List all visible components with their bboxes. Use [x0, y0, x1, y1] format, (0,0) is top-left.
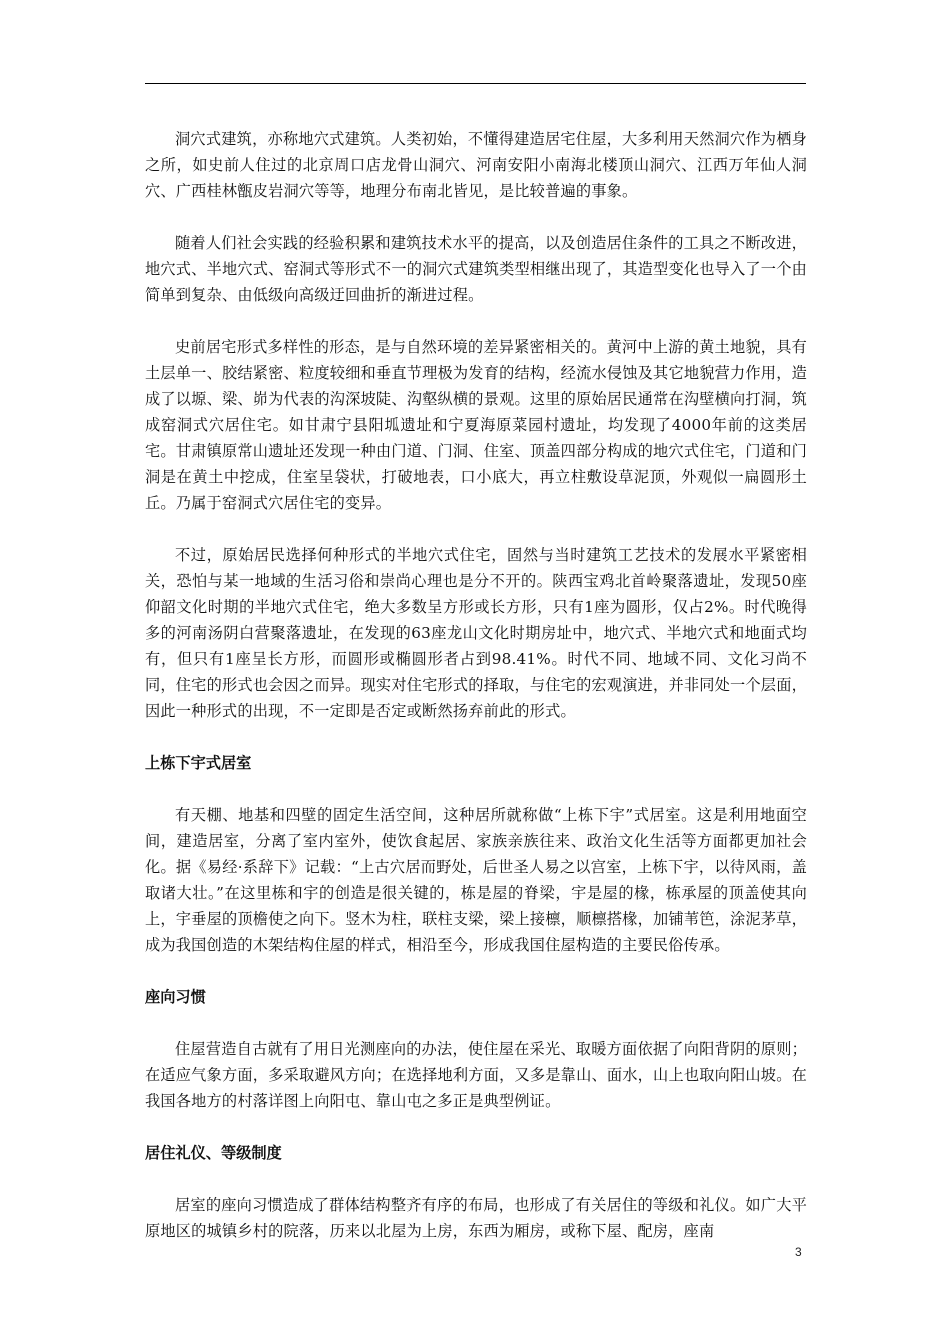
header-rule [145, 83, 806, 84]
paragraph-orientation: 住屋营造自古就有了用日光测座向的办法，使住屋在采光、取暖方面依据了向阳背阴的原则；在适应气象方面，多采取避风方向；在选择地利方面，又多是靠山、面水，山上也取向阳山坡。在我国各地方的村落详图上向阳屯、靠山屯之多正是典型例证。 [145, 1040, 807, 1110]
paragraph-gap [145, 516, 807, 542]
paragraph-dwelling-evolution: 随着人们社会实践的经验积累和建筑技术水平的提高，以及创造居住条件的工具之不断改进，地穴式、半地穴式、窑洞式等形式不一的洞穴式建筑类型相继出现了，其造型变化也导入了一个由简单到复杂、由低级向高级迂回曲折的渐进过程。 [145, 234, 807, 304]
section-heading-shangdong-xiayu: 上栋下宇式居室 [145, 754, 252, 772]
page-number: 3 [795, 1245, 802, 1259]
paragraph-gap [145, 958, 807, 984]
paragraph-etiquette: 居室的座向习惯造成了群体结构整齐有序的布局，也形成了有关居住的等级和礼仪。如广大平原地区的城镇乡村的院落，历来以北屋为上房，东西为厢房，或称下屋、配房，座南 [145, 1196, 807, 1240]
section-heading-etiquette: 居住礼仪、等级制度 [145, 1144, 282, 1162]
paragraph-gap [145, 1166, 807, 1192]
document-body [145, 126, 807, 1244]
paragraph-prehistoric-forms: 史前居宅形式多样性的形态，是与自然环境的差异紧密相关的。黄河中上游的黄土地貌，具有土层单一、胶结紧密、粒度较细和垂直节理极为发育的结构，经流水侵蚀及其它地貌营力作用，造成了以塬、梁、峁为代表的沟深坡陡、沟壑纵横的景观。这里的原始居民通常在沟壁横向打洞，筑成窑洞式穴居住宅。如甘肃宁县阳坬遗址和宁夏海原菜园村遗址，均发现了4000年前的这类居宅。甘肃镇原常山遗址还发现一种由门道、门洞、住室、顶盖四部分构成的地穴式住宅，门道和门洞是在黄土中挖成，住室呈袋状，打破地表，口小底大，再立柱敷设草泥顶，外观似一扁圆形土丘。乃属于窑洞式穴居住宅的变异。 [145, 338, 807, 512]
paragraph-gap [145, 308, 807, 334]
paragraph-gap [145, 1114, 807, 1140]
paragraph-gap [145, 204, 807, 230]
paragraph-shangdong-xiayu: 有天棚、地基和四壁的固定生活空间，这种居所就称做“上栋下宇”式居室。这是利用地面空间，建造居室，分离了室内室外，使饮食起居、家族亲族往来、政治文化生活等方面都更加社会化。据《易经·系辞下》记载：“上古穴居而野处，后世圣人易之以宫室，上栋下宇，以待风雨，盖取诸大壮。”在这里栋和宇的创造是很关键的，栋是屋的脊梁，宇是屋的椽，栋承屋的顶盖使其向上，宇垂屋的顶檐使之向下。竖木为柱，联柱支梁，梁上接檩，顺檩搭椽，加铺苇笆，涂泥茅草，成为我国创造的木架结构住屋的样式，相沿至今，形成我国住屋构造的主要民俗传承。 [145, 806, 807, 954]
paragraph-gap [145, 724, 807, 750]
paragraph-gap [145, 1010, 807, 1036]
section-heading-orientation: 座向习惯 [145, 988, 206, 1006]
paragraph-gap [145, 776, 807, 802]
paragraph-cave-dwelling: 洞穴式建筑，亦称地穴式建筑。人类初始，不懂得建造居宅住屋，大多利用天然洞穴作为栖身之所，如史前人住过的北京周口店龙骨山洞穴、河南安阳小南海北楼顶山洞穴、江西万年仙人洞穴、广西桂林甑皮岩洞穴等等，地理分布南北皆见，是比较普遍的事象。 [145, 130, 807, 200]
paragraph-semi-subterranean: 不过，原始居民选择何种形式的半地穴式住宅，固然与当时建筑工艺技术的发展水平紧密相关，恐怕与某一地域的生活习俗和崇尚心理也是分不开的。陕西宝鸡北首岭聚落遗址，发现50座仰韶文化时期的半地穴式住宅，绝大多数呈方形或长方形，只有1座为圆形，仅占2%。时代晚得多的河南汤阴白营聚落遗址，在发现的63座龙山文化时期房址中，地穴式、半地穴式和地面式均有，但只有1座呈长方形，而圆形或椭圆形者占到98.41%。时代不同、地域不同、文化习尚不同，住宅的形式也会因之而异。现实对住宅形式的择取，与住宅的宏观演进，并非同处一个层面，因此一种形式的出现，不一定即是否定或断然扬弃前此的形式。 [145, 546, 807, 720]
